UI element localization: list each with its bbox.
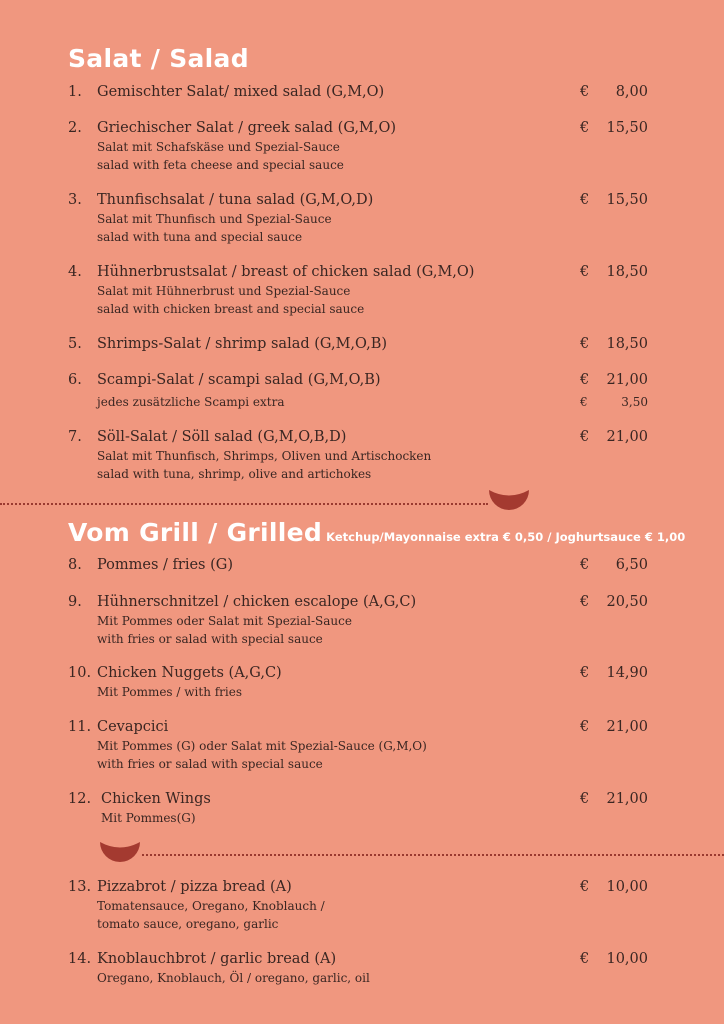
item-price: 6,50 [615,557,648,573]
item-price: 15,50 [606,120,648,136]
dotted-divider [0,503,488,505]
item-name: Pommes / fries (G) [97,557,233,573]
item-price: 15,50 [606,192,648,208]
item-description-de: Salat mit Thunfisch und Spezial-Sauce [97,212,332,226]
item-description-de: Mit Pommes (G) oder Salat mit Spezial-Sauce (G,M,O) [97,739,427,753]
item-description-en: with fries or salad with special sauce [97,757,323,771]
menu-page: Salat / Salad 1. Gemischter Salat/ mixed salad (G,M,O) € 8,00 2. Griechischer Salat / greek salad (G,M,O) Salat mit Schafskäse und Spezial-Sauce salad with feta cheese and special sauce € 15,50 3. Thunfischsalat / tuna salad (G,M,O,D) Salat mit Thunfisch und Spezial-Sauce salad with tuna and special sauce € 15,50 4. Hühnerbrustsalat / breast of chicken salad (G,M,O) Salat mit Hühnerbrust und Spezial-Sauce salad with chicken breast and special sauce € 18,50 5. Shrimps-Salat / shrimp salad (G,M,O,B) € 18,50 6. Scampi-Salat / scampi salad (G,M,O,B) jedes zusätzliche Scampi extra € 21,00 € 3,50 7. Söll-Salat / Söll salad (G,M,O,B,D) Salat mit Thunfisch, Shrimps, Oliven und Artischocken salad with tuna, shrimp, olive and artichokes € 21,00 Vom Grill / Grilled Ketchup/Mayonnaise extra € 0,50 / Joghurtsauce € 1,00 8. Pommes / fries (G) € 6,50 9. Hühnerschnitzel / chicken escalope (A,G,C) Mit Pommes oder Salat mit Spezial-Sauce with fries or salad with special sauce € 20,50 10. Chicken Nuggets (A,G,C) Mit Pommes / with fries € 14,90 11. Cevapcici Mit Pommes (G) oder Salat mit Spezial-Sauce (G,M,O) with fries or salad with special sauce € 21,00 12. Chicken Wings Mit Pommes(G) € 21,00 13. Pizzabrot / pizza bread (A) Tomatensauce, Oregano, Knoblauch / tomato sauce, oregano, garlic € 10,00 14. Knoblauchbrot / garlic bread (A) Oregano, Knoblauch, Öl / oregano, garlic, oil € 10,00 [0,0,724,1024]
item-name: Chicken Nuggets (A,G,C) [97,665,282,681]
item-description: Mit Pommes / with fries [97,685,243,699]
item-description-de: Salat mit Thunfisch, Shrimps, Oliven und Artischocken [97,449,432,463]
item-description: Mit Pommes(G) [101,811,196,825]
item-description-en: salad with feta cheese and special sauce [97,158,344,172]
item-description-en: salad with chicken breast and special sauce [97,302,365,316]
item-description-en: with fries or salad with special sauce [97,632,323,646]
item-extra-price: 3,50 [621,395,648,409]
item-price: 8,00 [615,84,648,100]
item-name: Scampi-Salat / scampi salad (G,M,O,B) [97,372,381,388]
item-name: Thunfischsalat / tuna salad (G,M,O,D) [97,192,374,208]
item-name: Gemischter Salat/ mixed salad (G,M,O) [97,84,385,100]
item-name: Söll-Salat / Söll salad (G,M,O,B,D) [97,429,347,445]
item-price: 21,00 [606,719,648,735]
item-description-de: Salat mit Schafskäse und Spezial-Sauce [97,140,340,154]
crescent-moon-icon [99,841,141,869]
item-name: Pizzabrot / pizza bread (A) [97,879,292,895]
crescent-moon-icon [488,489,530,517]
item-name: Cevapcici [97,719,169,735]
item-description-de: Mit Pommes oder Salat mit Spezial-Sauce [97,614,352,628]
item-price: 10,00 [606,951,648,967]
item-price: 18,50 [606,336,648,352]
item-name: Shrimps-Salat / shrimp salad (G,M,O,B) [97,336,387,352]
item-price: 21,00 [606,372,648,388]
item-name: Chicken Wings [101,791,211,807]
item-name: Knoblauchbrot / garlic bread (A) [97,951,337,967]
item-description-de: jedes zusätzliche Scampi extra [97,395,285,409]
item-price: 10,00 [606,879,648,895]
section-title-grill: Vom Grill / Grilled Ketchup/Mayonnaise extra € 0,50 / Joghurtsauce € 1,00 [68,518,686,547]
item-price: 20,50 [606,594,648,610]
item-description: Oregano, Knoblauch, Öl / oregano, garlic, oil [97,971,370,985]
item-name: Hühnerbrustsalat / breast of chicken salad (G,M,O) [97,264,475,280]
sauce-surcharge-note: Ketchup/Mayonnaise extra € 0,50 / Joghurtsauce € 1,00 [326,530,686,544]
item-price: 14,90 [606,665,648,681]
item-name: Hühnerschnitzel / chicken escalope (A,G,C) [97,594,417,610]
item-description-en: tomato sauce, oregano, garlic [97,917,279,931]
item-name: Griechischer Salat / greek salad (G,M,O) [97,120,397,136]
dotted-divider [142,854,724,856]
item-description-en: salad with tuna, shrimp, olive and artichokes [97,467,372,481]
section-title-salad: Salat / Salad [68,44,249,73]
item-description-en: salad with tuna and special sauce [97,230,303,244]
item-description-de: Salat mit Hühnerbrust und Spezial-Sauce [97,284,351,298]
item-price: 21,00 [606,791,648,807]
item-description-de: Tomatensauce, Oregano, Knoblauch / [97,899,325,913]
item-price: 18,50 [606,264,648,280]
item-price: 21,00 [606,429,648,445]
